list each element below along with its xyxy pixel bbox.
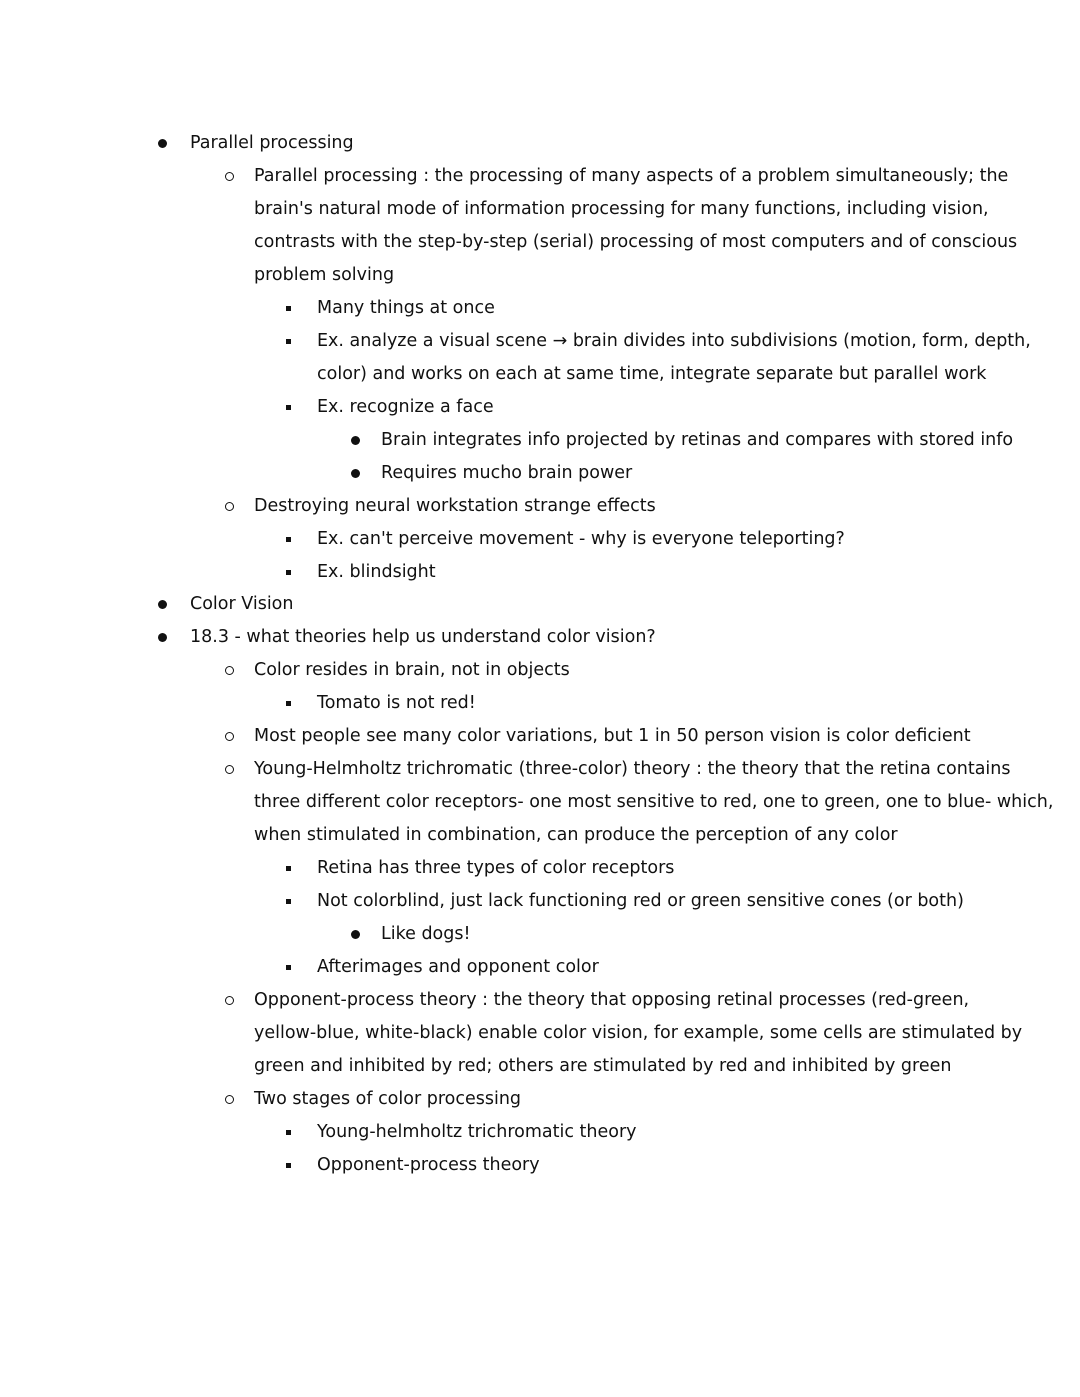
note-text: Not colorblind, just lack functioning red or green sensitive cones (or both)	[317, 891, 964, 911]
square-bullet-icon	[281, 1116, 295, 1149]
note-text: Young-helmholtz trichromatic theory	[317, 1122, 637, 1142]
note-text: Brain integrates info projected by retinas and compares with stored info	[381, 430, 1014, 450]
hollow-circle-bullet-icon	[222, 1083, 236, 1116]
list-item	[0, 1149, 1080, 1182]
note-text: Ex. recognize a face	[317, 397, 494, 417]
square-bullet-icon	[281, 852, 295, 885]
square-bullet-icon	[281, 292, 295, 325]
note-text: Afterimages and opponent color	[317, 957, 599, 977]
hollow-circle-bullet-icon	[222, 984, 236, 1017]
note-text: Like dogs!	[381, 924, 471, 944]
definition-text: when stimulated in combination, can produce the perception of any color	[254, 825, 898, 845]
list-item	[0, 654, 1080, 687]
hollow-circle-bullet-icon	[222, 160, 236, 193]
list-item	[0, 523, 1080, 556]
definition-text: Parallel processing : the processing of many aspects of a problem simultaneously; the	[254, 166, 1009, 186]
hollow-circle-bullet-icon	[222, 490, 236, 523]
list-item	[0, 457, 1080, 490]
note-text: Destroying neural workstation strange effects	[254, 496, 656, 516]
continuation-line	[0, 819, 1080, 852]
note-text: Many things at once	[317, 298, 495, 318]
list-item	[0, 621, 1080, 654]
filled-dot-bullet-icon	[348, 424, 362, 457]
note-text: Ex. can't perceive movement - why is everyone teleporting?	[317, 529, 845, 549]
list-item	[0, 852, 1080, 885]
continuation-line	[0, 193, 1080, 226]
continuation-line	[0, 358, 1080, 391]
note-text: Ex. blindsight	[317, 562, 436, 582]
definition-text: green and inhibited by red; others are stimulated by red and inhibited by green	[254, 1056, 952, 1076]
note-text: Two stages of color processing	[254, 1089, 522, 1109]
list-item	[0, 753, 1080, 786]
continuation-line	[0, 226, 1080, 259]
filled-dot-bullet-icon	[155, 127, 169, 160]
note-text: Retina has three types of color receptors	[317, 858, 675, 878]
square-bullet-icon	[281, 556, 295, 589]
list-item	[0, 127, 1080, 160]
definition-text: three different color receptors- one most sensitive to red, one to green, one to blue- which,	[254, 792, 1054, 812]
list-item	[0, 885, 1080, 918]
square-bullet-icon	[281, 325, 295, 358]
heading-parallel-processing: Parallel processing	[190, 133, 354, 153]
list-item	[0, 1083, 1080, 1116]
square-bullet-icon	[281, 523, 295, 556]
hollow-circle-bullet-icon	[222, 654, 236, 687]
filled-dot-bullet-icon	[348, 457, 362, 490]
list-item	[0, 984, 1080, 1017]
definition-text: Young-Helmholtz trichromatic (three-color) theory : the theory that the retina contains	[254, 759, 1011, 779]
note-text: Tomato is not red!	[317, 693, 476, 713]
note-text: Most people see many color variations, but 1 in 50 person vision is color deficient	[254, 726, 971, 746]
square-bullet-icon	[281, 1149, 295, 1182]
continuation-line	[0, 259, 1080, 292]
list-item	[0, 1116, 1080, 1149]
list-item	[0, 160, 1080, 193]
filled-dot-bullet-icon	[155, 621, 169, 654]
list-item	[0, 292, 1080, 325]
square-bullet-icon	[281, 885, 295, 918]
continuation-line	[0, 1017, 1080, 1050]
definition-text: contrasts with the step-by-step (serial) processing of most computers and of conscious	[254, 232, 1018, 252]
list-item	[0, 391, 1080, 424]
heading-color-vision: Color Vision	[190, 594, 294, 614]
square-bullet-icon	[281, 391, 295, 424]
heading-question: 18.3 - what theories help us understand color vision?	[190, 627, 656, 647]
definition-text: brain's natural mode of information processing for many functions, including vision,	[254, 199, 989, 219]
filled-dot-bullet-icon	[348, 918, 362, 951]
hollow-circle-bullet-icon	[222, 753, 236, 786]
note-text: Opponent-process theory	[317, 1155, 540, 1175]
note-text: Ex. analyze a visual scene → brain divides into subdivisions (motion, form, depth,	[317, 331, 1031, 351]
list-item	[0, 687, 1080, 720]
hollow-circle-bullet-icon	[222, 720, 236, 753]
square-bullet-icon	[281, 951, 295, 984]
list-item	[0, 424, 1080, 457]
definition-text: yellow-blue, white-black) enable color vision, for example, some cells are stimulated by	[254, 1023, 1023, 1043]
note-text: Color resides in brain, not in objects	[254, 660, 570, 680]
square-bullet-icon	[281, 687, 295, 720]
note-text: Requires mucho brain power	[381, 463, 633, 483]
continuation-line	[0, 786, 1080, 819]
list-item	[0, 556, 1080, 589]
filled-dot-bullet-icon	[155, 588, 169, 621]
list-item	[0, 325, 1080, 358]
list-item	[0, 588, 1080, 621]
list-item	[0, 951, 1080, 984]
note-text: color) and works on each at same time, integrate separate but parallel work	[317, 364, 987, 384]
list-item	[0, 720, 1080, 753]
definition-text: problem solving	[254, 265, 395, 285]
list-item	[0, 918, 1080, 951]
definition-text: Opponent-process theory : the theory that opposing retinal processes (red-green,	[254, 990, 970, 1010]
continuation-line	[0, 1050, 1080, 1083]
list-item	[0, 490, 1080, 523]
